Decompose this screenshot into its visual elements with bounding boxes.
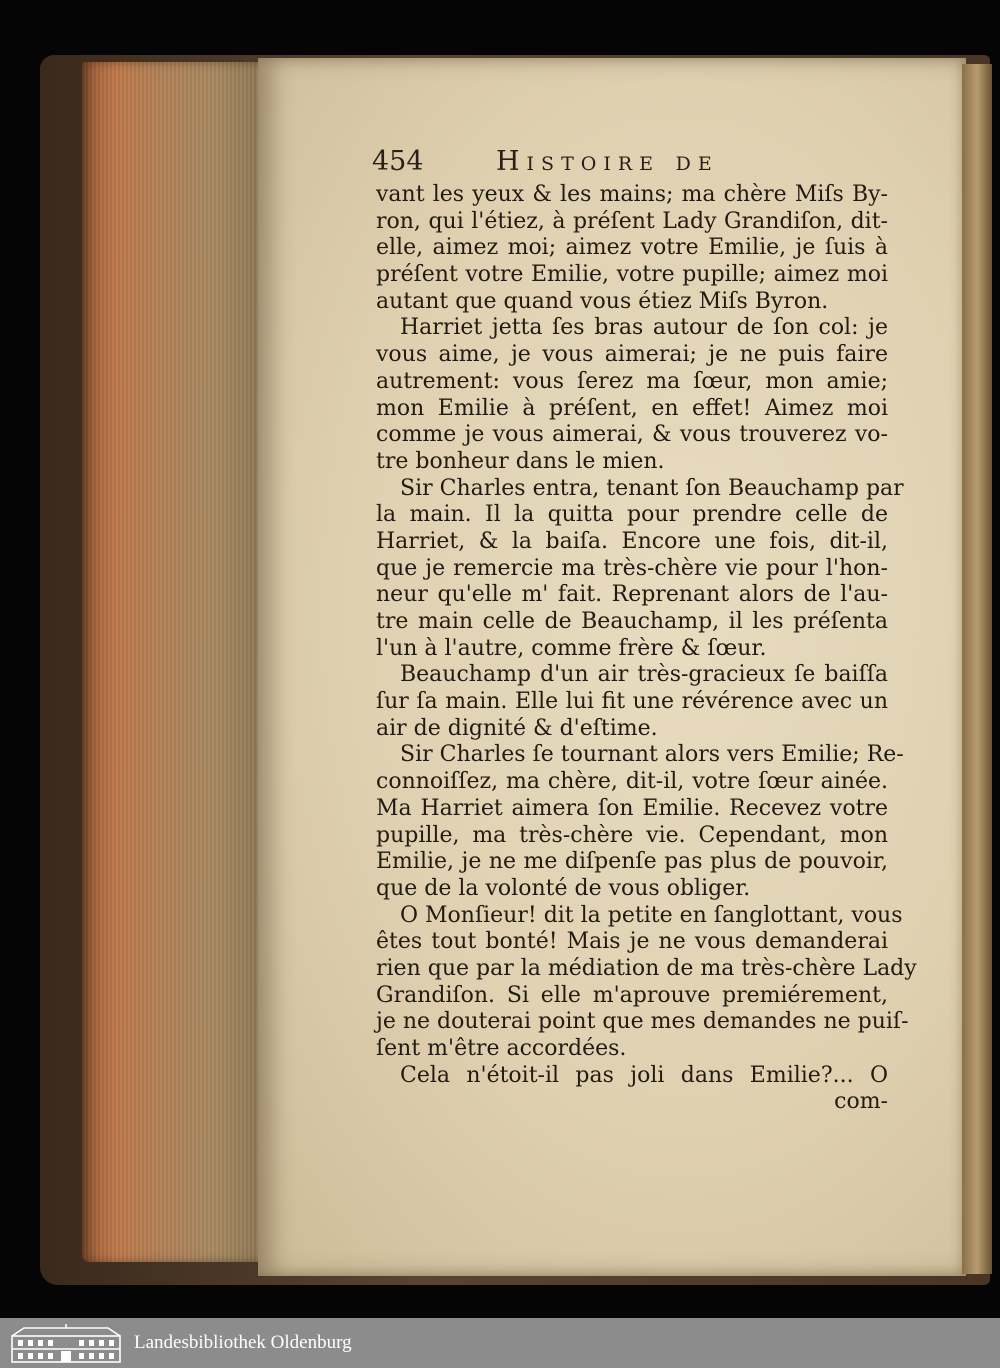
text-line: Harriet jetta ſes bras autour de ſon col: je xyxy=(400,315,888,341)
text-line: rien que par la médiation de ma très-chère Lady xyxy=(376,955,917,981)
page-text xyxy=(376,182,917,1116)
text-line: ſent m'être accordées. xyxy=(376,1036,627,1061)
library-building-icon xyxy=(10,1322,122,1364)
page-edges xyxy=(82,62,272,1262)
text-line: com- xyxy=(834,1089,888,1115)
text-line: Harriet, & la baiſa. Encore une fois, dit-il, xyxy=(376,528,888,554)
text-line: neur qu'elle m' fait. Reprenant alors de l'au- xyxy=(376,582,888,608)
text-line: Ma Harriet aimera ſon Emilie. Recevez votre xyxy=(376,795,888,821)
next-page-edge xyxy=(962,64,992,1274)
text-line: elle, aimez moi; aimez votre Emilie, je ſuis à xyxy=(376,235,888,261)
text-line: O Monſieur! dit la petite en ſanglottant, vous xyxy=(400,902,903,928)
text-line: autrement: vous ſerez ma ſœur, mon amie; xyxy=(376,368,888,394)
text-line: Grandiſon. Si elle m'aprouve premiérement, xyxy=(376,982,888,1008)
text-line: Emilie, je ne me diſpenſe pas plus de pouvoir, xyxy=(376,849,888,875)
text-line: connoiſſez, ma chère, dit-il, votre ſœur ainée. xyxy=(376,769,888,795)
text-line: ſur ſa main. Elle lui fit une révérence avec un xyxy=(376,689,888,715)
text-line: je ne douterai point que mes demandes ne puiſ- xyxy=(376,1009,909,1035)
footer-label: Landesbibliothek Oldenburg xyxy=(134,1332,352,1353)
text-line: la main. Il la quitta pour prendre celle de xyxy=(376,502,888,528)
text-line: Sir Charles ſe tournant alors vers Emilie; Re- xyxy=(400,742,904,768)
text-line: vous aime, je vous aimerai; je ne puis faire xyxy=(376,342,888,368)
text-line: Cela n'étoit-il pas joli dans Emilie?... O xyxy=(400,1062,888,1088)
text-line: êtes tout bonté! Mais je ne vous demanderai xyxy=(376,929,888,955)
text-line: vant les yeux & les mains; ma chère Miſs By- xyxy=(376,182,888,207)
text-line: tre bonheur dans le mien. xyxy=(376,448,665,474)
text-line: Sir Charles entra, tenant ſon Beauchamp par xyxy=(400,475,904,501)
text-line: préſent votre Emilie, votre pupille; aimez moi xyxy=(376,262,888,288)
text-line: air de dignité & d'eſtime. xyxy=(376,715,658,741)
text-line: tre main celle de Beauchamp, il les préſenta xyxy=(376,609,888,634)
text-line: comme je vous aimerai, & vous trouverez vo- xyxy=(376,422,888,448)
text-line: Beauchamp d'un air très-gracieux ſe baiſſa xyxy=(400,662,888,688)
page-number: 454 xyxy=(372,146,424,177)
text-line: que je remercie ma très-chère vie pour l'hon- xyxy=(376,555,888,581)
running-title: Histoire de xyxy=(496,146,719,177)
text-line: pupille, ma très-chère vie. Cependant, mon xyxy=(376,822,888,848)
text-line: mon Emilie à préſent, en effet! Aimez moi xyxy=(376,395,888,421)
text-line: que de la volonté de vous obliger. xyxy=(376,875,751,901)
running-head xyxy=(372,146,892,186)
text-line: ron, qui l'étiez, à préſent Lady Grandiſon, dit- xyxy=(376,208,888,234)
text-line: autant que quand vous étiez Miſs Byron. xyxy=(376,288,829,314)
footer-bar xyxy=(0,1318,1000,1368)
text-line: l'un à l'autre, comme frère & ſœur. xyxy=(376,635,767,661)
